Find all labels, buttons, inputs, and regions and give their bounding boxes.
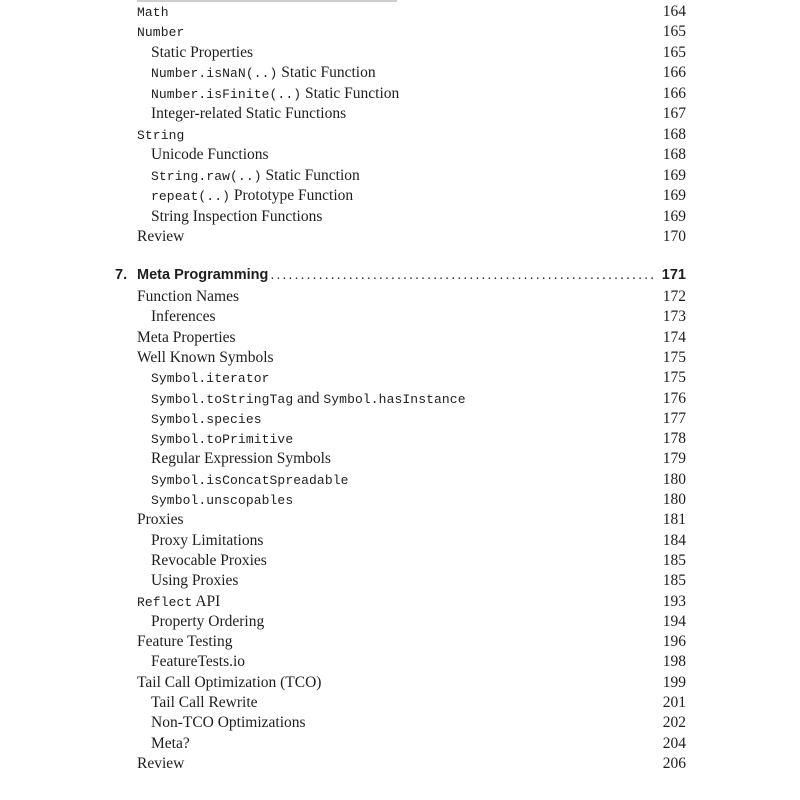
toc-entry-page-number: 169: [662, 166, 686, 184]
toc-entry-page-number: 177: [662, 409, 686, 427]
toc-entry-page-number: 172: [662, 288, 686, 305]
code-text: Number.isFinite(..): [151, 86, 302, 102]
toc-entry[interactable]: [151, 145, 686, 165]
toc-entry[interactable]: [151, 409, 686, 429]
toc-entry-page-number: 196: [662, 633, 686, 651]
code-text: Symbol.toStringTag: [151, 391, 294, 407]
toc-entry-page-number: 204: [662, 734, 686, 752]
leader-dots: [270, 264, 655, 286]
toc-entry[interactable]: [151, 490, 686, 510]
title-text: Revocable Proxies: [151, 551, 267, 569]
title-text: String Inspection Functions: [151, 207, 323, 225]
code-text: Symbol.unscopables: [151, 493, 294, 508]
toc-entry[interactable]: [151, 652, 686, 672]
chapter-page-number: 171: [661, 267, 686, 283]
toc-entry[interactable]: [151, 307, 686, 327]
title-text: Inferences: [151, 308, 216, 326]
toc-entry[interactable]: [151, 734, 686, 754]
toc-entry-page-number: 206: [662, 754, 686, 772]
title-text: Static Function: [261, 166, 360, 184]
toc-entry-page-number: 185: [662, 551, 686, 569]
toc-entry-title: [151, 105, 346, 122]
toc-entry-page-number: 174: [662, 328, 686, 346]
code-text: Symbol.species: [151, 411, 262, 427]
code-text: Symbol.toPrimitive: [151, 432, 294, 448]
toc-entry-title: [137, 755, 184, 772]
code-text: Reflect: [137, 594, 193, 610]
chapter-heading[interactable]: [115, 264, 686, 286]
toc-entry-title: [151, 471, 349, 488]
toc-entry-page-number: 178: [662, 430, 686, 448]
title-text: Feature Testing: [137, 633, 233, 651]
chapter-number: 7.: [115, 267, 128, 283]
toc-entry-page-number: 166: [662, 84, 686, 102]
code-text: Number: [137, 25, 185, 41]
toc-entry-title: [151, 491, 293, 508]
toc-entry-title: [151, 208, 322, 225]
toc-entry-page-number: 175: [662, 348, 686, 366]
toc-entry[interactable]: [151, 429, 686, 449]
toc-entry[interactable]: [151, 612, 686, 632]
toc-entry-title: [151, 167, 360, 184]
title-text: Tail Call Rewrite: [151, 694, 258, 711]
toc-entry-page-number: 168: [662, 146, 686, 164]
title-text: Property Ordering: [151, 612, 265, 630]
title-text: and: [293, 389, 324, 407]
toc-entry[interactable]: [137, 510, 686, 530]
title-text: Tail Call Optimization (TCO): [137, 673, 322, 691]
code-text: Symbol.iterator: [151, 371, 270, 387]
toc-entry-title: [137, 329, 236, 346]
toc-entry[interactable]: [137, 2, 686, 22]
toc-entry-title: [151, 735, 190, 752]
toc-entry-page-number: 198: [662, 653, 686, 671]
toc-entry-title: [151, 410, 262, 427]
toc-entry-title: [151, 613, 264, 630]
title-text: Static Function: [301, 84, 400, 102]
code-text: String: [137, 127, 185, 143]
toc-entry[interactable]: [151, 104, 686, 124]
code-text: repeat(..): [151, 189, 231, 205]
toc-entry-title: [151, 64, 376, 81]
toc-entry[interactable]: [137, 754, 686, 774]
toc-entry-title: [151, 714, 306, 731]
title-text: Non-TCO Optimizations: [151, 714, 306, 732]
title-text: Using Proxies: [151, 572, 239, 590]
toc-entry[interactable]: [151, 186, 686, 206]
title-text: Static Function: [277, 64, 376, 82]
toc-entry-title: [151, 552, 267, 569]
toc-entry-page-number: 169: [662, 207, 686, 225]
toc-entry[interactable]: [137, 632, 686, 652]
toc-entry-title: [151, 369, 270, 386]
toc-entry-title: [137, 126, 184, 143]
toc-entry-page-number: 202: [662, 714, 686, 732]
code-text: Symbol.hasInstance: [323, 391, 466, 407]
toc-entry[interactable]: [151, 713, 686, 733]
toc-entry[interactable]: [137, 328, 686, 348]
toc-entry[interactable]: [151, 207, 686, 227]
toc-entry[interactable]: [137, 673, 686, 693]
toc-entry-title: [151, 85, 399, 102]
toc-entry-page-number: 181: [662, 511, 686, 529]
toc-entry-title: [151, 146, 269, 163]
title-text: Integer-related Static Functions: [151, 105, 347, 123]
title-text: FeatureTests.io: [151, 653, 246, 671]
toc-entry-page-number: 176: [662, 389, 686, 407]
toc-entry-page-number: 170: [662, 227, 686, 245]
toc-entry-title: [137, 674, 321, 691]
code-text: Number.isNaN(..): [151, 66, 278, 82]
title-text: Meta Properties: [137, 328, 236, 346]
toc-entry-title: [137, 288, 239, 305]
toc-entry-page-number: 173: [662, 308, 686, 326]
toc-entry[interactable]: [137, 287, 686, 307]
toc-entry[interactable]: [137, 22, 686, 42]
toc-entry-title: [151, 390, 466, 407]
toc-entry-page-number: 193: [662, 592, 686, 610]
toc-entry[interactable]: [151, 166, 686, 186]
toc-entry-page-number: 167: [662, 105, 686, 123]
toc-entry-page-number: 168: [662, 125, 686, 143]
toc-entry-title: [151, 694, 258, 711]
title-text: Proxies: [137, 511, 184, 529]
toc-entry[interactable]: [151, 470, 686, 490]
toc-entry-title: [137, 511, 184, 528]
toc-entry-page-number: 180: [662, 470, 686, 488]
title-text: Proxy Limitations: [151, 531, 264, 549]
toc-entry-title: [137, 349, 274, 366]
toc-entry-title: [151, 44, 253, 61]
toc-entry-page-number: 180: [662, 491, 686, 508]
title-text: Static Properties: [151, 43, 254, 61]
toc-entry-title: [151, 572, 238, 589]
toc-entry-page-number: 194: [662, 612, 686, 630]
toc-entry[interactable]: [151, 43, 686, 63]
toc-entry[interactable]: [151, 449, 686, 469]
toc-entry[interactable]: [151, 84, 686, 104]
toc-entry-page-number: 164: [662, 3, 686, 20]
title-text: Review: [137, 754, 185, 772]
toc-entry-title: [137, 3, 169, 20]
toc-entry-title: [151, 450, 331, 467]
title-text: Well Known Symbols: [137, 348, 274, 366]
toc-entry-page-number: 199: [662, 673, 686, 691]
toc-entry[interactable]: [137, 227, 686, 247]
toc-entry[interactable]: [151, 531, 686, 551]
toc-entry-title: [151, 430, 293, 447]
toc-entry[interactable]: [151, 63, 686, 83]
toc-entry-title: [137, 633, 232, 650]
toc-entry-page-number: 185: [662, 572, 686, 590]
code-text: String.raw(..): [151, 168, 262, 184]
toc-entry-title: [137, 593, 220, 610]
toc-entry-title: [137, 23, 184, 40]
toc-entry-page-number: 179: [662, 450, 686, 468]
title-text: Regular Expression Symbols: [151, 450, 331, 468]
title-text: API: [192, 592, 221, 610]
toc-entry-page-number: 169: [662, 187, 686, 205]
toc-entry[interactable]: [137, 125, 686, 145]
toc-entry-title: [137, 228, 184, 245]
code-text: Math: [137, 5, 169, 20]
title-text: Prototype Function: [230, 187, 354, 205]
toc-entry-title: [151, 532, 263, 549]
toc-entry[interactable]: [151, 551, 686, 571]
toc-entry[interactable]: [151, 389, 686, 409]
toc-entry[interactable]: [151, 693, 686, 713]
chapter-title: Meta Programming: [137, 267, 269, 283]
toc-entry-title: [151, 308, 216, 325]
toc-entry-page-number: 184: [662, 531, 686, 549]
toc-entry[interactable]: [137, 348, 686, 368]
toc-entry-page-number: 165: [662, 43, 686, 61]
toc-entry-title: [151, 653, 245, 670]
title-text: Function Names: [137, 288, 240, 305]
toc-entry[interactable]: [151, 368, 686, 388]
toc-entry-page-number: 175: [662, 369, 686, 387]
title-text: Unicode Functions: [151, 146, 269, 164]
toc-entry-page-number: 201: [662, 694, 686, 711]
code-text: Symbol.isConcatSpreadable: [151, 472, 349, 488]
toc-entry-title: [151, 187, 353, 204]
title-text: Review: [137, 227, 185, 245]
toc-entry-page-number: 165: [662, 23, 686, 41]
toc-entry[interactable]: [151, 571, 686, 591]
toc-entry-page-number: 166: [662, 64, 686, 82]
toc-entry[interactable]: [137, 592, 686, 612]
title-text: Meta?: [151, 734, 190, 752]
